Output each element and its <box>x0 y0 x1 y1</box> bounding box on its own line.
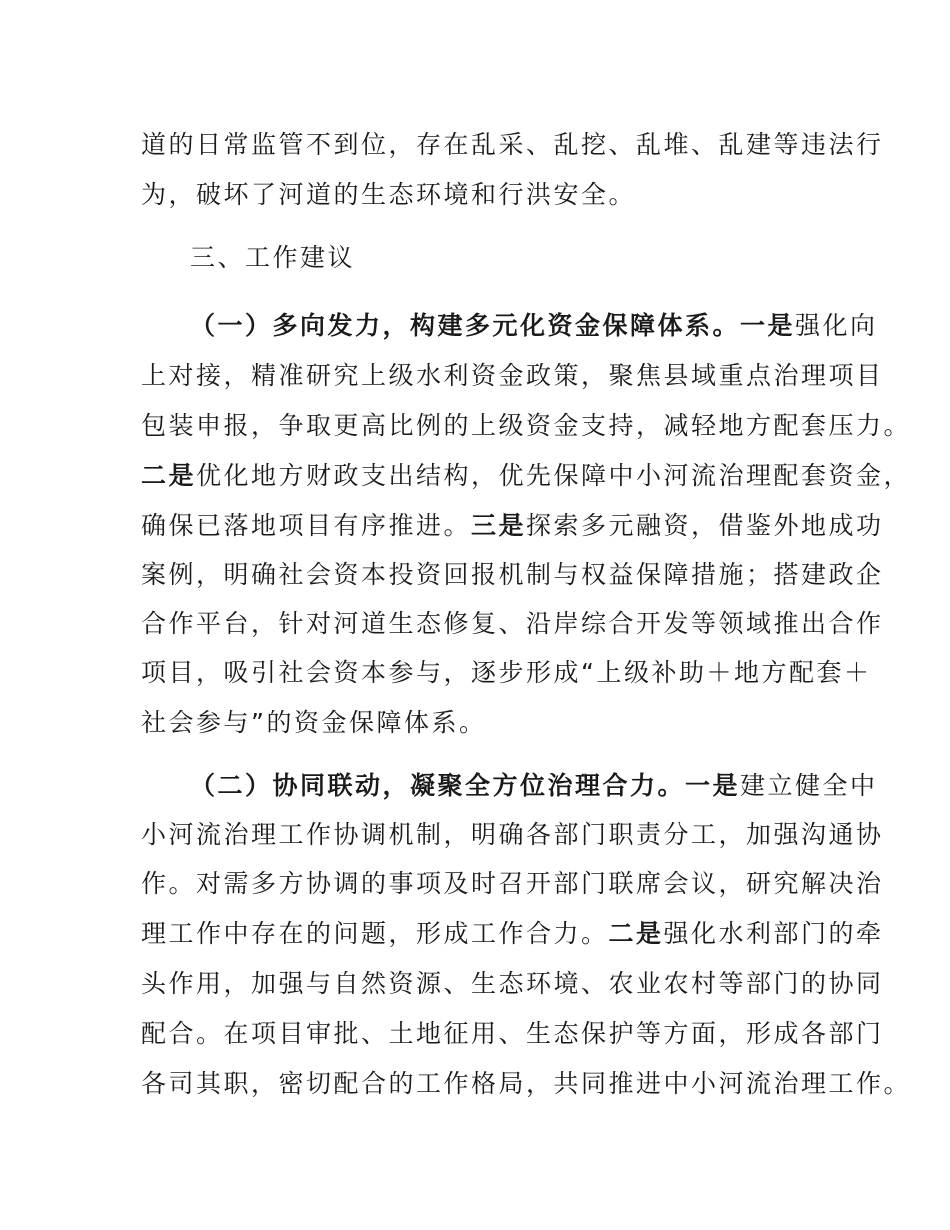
paragraph-line: 包装申报，争取更高比例的上级资金支持，减轻地方配套压力。 <box>141 411 912 440</box>
bold-marker: 二是 <box>141 461 197 490</box>
subsection-title: （一）多向发力，构建多元化资金保障体系。 <box>190 311 741 340</box>
paragraph-line: 上对接，精准研究上级水利资金政策，聚焦县域重点治理项目 <box>141 361 884 390</box>
paragraph-line: 确保已落地项目有序推进。三是探索多元融资，借鉴外地成功 <box>141 511 884 540</box>
paragraph-line: 二是优化地方财政支出结构，优先保障中小河流治理配套资金， <box>141 461 912 490</box>
paragraph-line: 道的日常监管不到位，存在乱采、乱挖、乱堆、乱建等违法行 <box>141 130 884 159</box>
paragraph-line: 理工作中存在的问题，形成工作合力。二是强化水利部门的牵 <box>141 919 884 948</box>
paragraph-line: （二）协同联动，凝聚全方位治理合力。一是建立健全中 <box>190 771 878 800</box>
paragraph-line: 作。对需多方协调的事项及时召开部门联席会议，研究解决治 <box>141 869 884 898</box>
paragraph-line: 小河流治理工作协调机制，明确各部门职责分工，加强沟通协 <box>141 820 884 849</box>
bold-marker: 二是 <box>608 919 664 948</box>
paragraph-line: 项目，吸引社会资本参与，逐步形成“上级补助＋地方配套＋ <box>141 658 872 687</box>
paragraph-line: 各司其职，密切配合的工作格局，共同推进中小河流治理工作。 <box>141 1069 912 1098</box>
section-heading: 三、工作建议 <box>190 243 356 272</box>
bold-marker: 三是 <box>471 511 527 540</box>
bold-marker: 一是 <box>685 771 741 800</box>
subsection-title: （二）协同联动，凝聚全方位治理合力。 <box>190 771 686 800</box>
bold-marker: 一是 <box>740 311 796 340</box>
paragraph-line: 社会参与”的资金保障体系。 <box>141 708 487 737</box>
paragraph-line: 为，破坏了河道的生态环境和行洪安全。 <box>141 180 637 209</box>
paragraph-line: 配合。在项目审批、土地征用、生态保护等方面，形成各部门 <box>141 1019 884 1048</box>
paragraph-line: 头作用，加强与自然资源、生态环境、农业农村等部门的协同 <box>141 969 884 998</box>
paragraph-line: 合作平台，针对河道生态修复、沿岸综合开发等领域推出合作 <box>141 609 884 638</box>
paragraph-line: 案例，明确社会资本投资回报机制与权益保障措施；搭建政企 <box>141 560 884 589</box>
paragraph-line: （一）多向发力，构建多元化资金保障体系。一是强化向 <box>190 311 878 340</box>
